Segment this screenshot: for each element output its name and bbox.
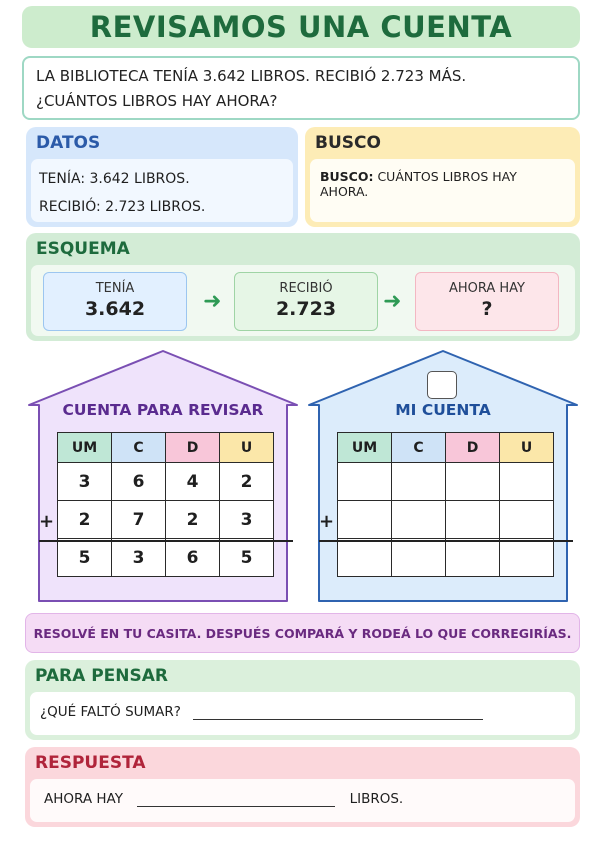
datos-line-2: RECIBIÓ: 2.723 LIBROS. — [39, 199, 206, 215]
house-mine-title: MI CUENTA — [395, 401, 491, 419]
respuesta-panel — [25, 747, 580, 827]
digit-cell[interactable]: 2 — [58, 501, 112, 539]
busco-body — [310, 159, 575, 222]
busco-label: BUSCO: — [320, 169, 374, 184]
scheme-value: 3.642 — [84, 298, 146, 320]
col-header-um: UM — [338, 433, 392, 463]
esquema-heading: ESQUEMA — [36, 239, 130, 259]
datos-line-1: TENÍA: 3.642 LIBROS. — [39, 171, 190, 187]
page-title: REVISAMOS UNA CUENTA — [89, 10, 513, 44]
instruction-banner: RESOLVÉ EN TU CASITA. DESPUÉS COMPARÁ Y RODEÁ LO QUE CORREGIRÍAS. — [25, 613, 580, 653]
digit-cell[interactable]: 7 — [112, 501, 166, 539]
scheme-value: ? — [481, 298, 493, 320]
scheme-box-tenia — [43, 272, 187, 331]
scheme-box-recibio — [234, 272, 378, 331]
arrow-right-icon: ➜ — [203, 289, 222, 314]
title-banner — [22, 6, 580, 48]
answer-blank-line[interactable] — [137, 806, 335, 807]
datos-body — [31, 159, 293, 222]
empty-cell[interactable] — [338, 463, 392, 501]
problem-line-2: ¿CUÁNTOS LIBROS HAY AHORA? — [36, 92, 278, 110]
scheme-box-ahora-hay — [415, 272, 559, 331]
empty-cell[interactable] — [500, 501, 554, 539]
digit-cell[interactable]: 6 — [112, 463, 166, 501]
digit-cell[interactable]: 2 — [166, 501, 220, 539]
scheme-value: 2.723 — [275, 298, 337, 320]
datos-panel — [26, 127, 298, 227]
house-review — [25, 347, 301, 605]
para-pensar-question: ¿QUÉ FALTÓ SUMAR? — [40, 704, 181, 720]
busco-heading: BUSCO — [315, 133, 381, 153]
digit-cell[interactable]: 4 — [166, 463, 220, 501]
empty-result-cell[interactable] — [500, 539, 554, 577]
result-cell[interactable]: 5 — [220, 539, 274, 577]
result-cell[interactable]: 5 — [58, 539, 112, 577]
esquema-body — [31, 265, 575, 336]
arrow-right-icon: ➜ — [383, 289, 402, 314]
house-review-title: CUENTA PARA REVISAR — [62, 401, 264, 419]
empty-cell[interactable] — [392, 463, 446, 501]
review-grid — [57, 432, 274, 577]
col-header-c: C — [112, 433, 166, 463]
digit-cell[interactable]: 3 — [58, 463, 112, 501]
result-cell[interactable]: 6 — [166, 539, 220, 577]
col-header-u: U — [220, 433, 274, 463]
respuesta-suffix: LIBROS. — [349, 791, 404, 807]
busco-text: CUÁNTOS LIBROS HAY AHORA. — [320, 169, 517, 199]
col-header-d: D — [166, 433, 220, 463]
empty-cell[interactable] — [392, 501, 446, 539]
plus-sign: + — [39, 511, 55, 532]
empty-result-cell[interactable] — [338, 539, 392, 577]
answer-blank-line[interactable] — [193, 719, 483, 720]
sum-line — [39, 540, 293, 542]
digit-cell[interactable]: 3 — [220, 501, 274, 539]
para-pensar-panel — [25, 660, 580, 740]
para-pensar-body — [30, 692, 575, 735]
house-mine — [305, 347, 581, 605]
empty-cell[interactable] — [446, 463, 500, 501]
scheme-label: RECIBIÓ — [279, 281, 333, 296]
respuesta-prefix: AHORA HAY — [44, 791, 123, 807]
plus-sign: + — [319, 511, 335, 532]
scheme-label: TENÍA — [95, 281, 135, 296]
col-header-c: C — [392, 433, 446, 463]
sum-line — [319, 540, 573, 542]
empty-result-cell[interactable] — [446, 539, 500, 577]
empty-result-cell[interactable] — [392, 539, 446, 577]
col-header-u: U — [500, 433, 554, 463]
empty-cell[interactable] — [338, 501, 392, 539]
busco-panel — [305, 127, 580, 227]
para-pensar-heading: PARA PENSAR — [35, 666, 169, 686]
window-checkbox[interactable] — [427, 371, 457, 399]
result-cell[interactable]: 3 — [112, 539, 166, 577]
col-header-um: UM — [58, 433, 112, 463]
scheme-label: AHORA HAY — [448, 281, 526, 296]
col-header-d: D — [446, 433, 500, 463]
digit-cell[interactable]: 2 — [220, 463, 274, 501]
esquema-panel — [26, 233, 580, 341]
datos-heading: DATOS — [36, 133, 101, 153]
empty-cell[interactable] — [500, 463, 554, 501]
empty-cell[interactable] — [446, 501, 500, 539]
respuesta-heading: RESPUESTA — [35, 753, 146, 773]
respuesta-body — [30, 779, 575, 822]
mine-grid — [337, 432, 554, 577]
problem-line-1: LA BIBLIOTECA TENÍA 3.642 LIBROS. RECIBIÓ 2.723 MÁS. — [36, 67, 467, 85]
problem-statement — [22, 56, 580, 120]
